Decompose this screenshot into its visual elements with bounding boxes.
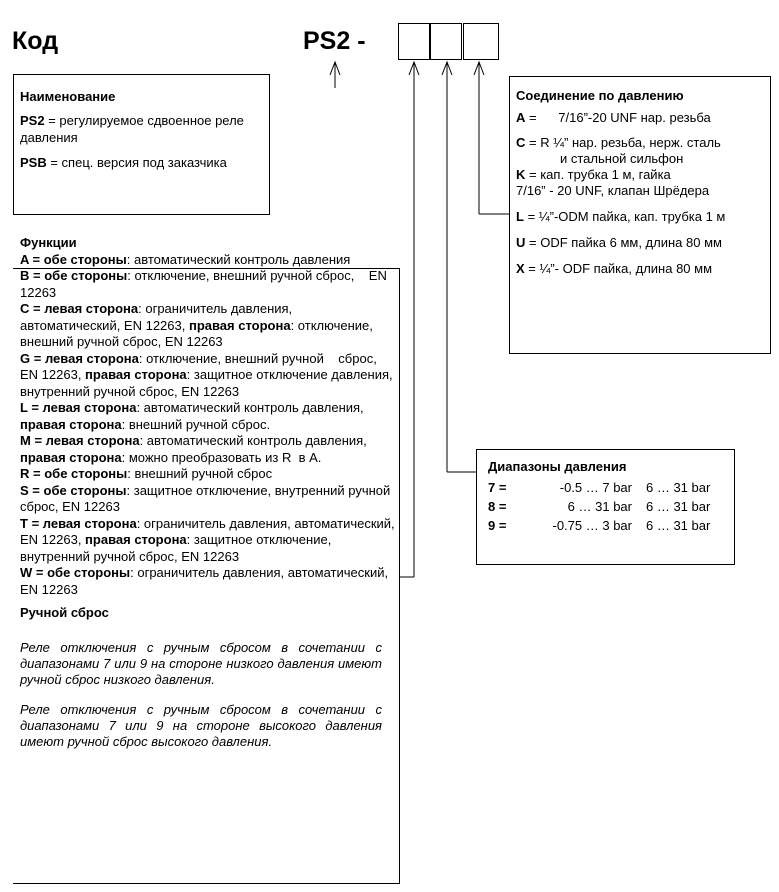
name-box [13, 74, 270, 215]
manual-reset-title: Ручной сброс [20, 605, 109, 620]
function-item: W = обе стороны: ограничитель давления, автоматический, EN 12263 [20, 565, 389, 597]
function-item: R = обе стороны: внешний ручной сброс [20, 466, 273, 481]
conn-item-c-cont: и стальной сильфон [560, 151, 684, 166]
conn-item-x: X = ¼”- ODF пайка, длина 80 мм [516, 261, 713, 276]
function-item: S = обе стороны: защитное отключение, внутренний ручной сброс, EN 12263 [20, 482, 391, 514]
function-item: A = обе стороны: автоматический контроль давления [20, 251, 351, 267]
manual-reset-paragraph: Реле отключения с ручным сбросом в сочетании с диапазонами 7 или 9 на стороне низкого давления имеют ручной сброс низкого давления. [20, 639, 382, 687]
pressure-row: 9 = -0.75 … 3 bar 6 … 31 bar [488, 518, 711, 533]
conn-item-k-cont: 7/16” - 20 UNF, клапан Шрёдера [516, 183, 710, 198]
manual-reset-paragraph: Реле отключения с ручным сбросом в сочетании с диапазонами 7 или 9 на стороне высокого давления имеют ручной сброс высокого давления. [20, 701, 382, 749]
pressure-title: Диапазоны давления [488, 459, 627, 474]
pressure-row: 8 = 6 … 31 bar 6 … 31 bar [488, 499, 711, 514]
pressure-table [488, 478, 728, 535]
connection-title: Соединение по давлению [516, 88, 684, 103]
function-item: M = левая сторона: автоматический контроль давления, правая сторона: можно преобразовать из R в A. [20, 433, 371, 465]
code-label: Код [12, 27, 59, 55]
name-item-psb: PSB = спец. версия под заказчика [20, 155, 227, 170]
name-box-title: Наименование [20, 89, 116, 104]
function-item: B = обе стороны: отключение, внешний ручной сброс, EN 12263 [20, 268, 391, 300]
connection-box [509, 76, 771, 354]
pressure-row: 7 = -0.5 … 7 bar 6 … 31 bar [488, 480, 711, 495]
function-item: L = левая сторона: автоматический контроль давления, правая сторона: внешний ручной сброс. [20, 400, 364, 432]
conn-item-l: L = ¼”-ODM пайка, кап. трубка 1 м [516, 209, 726, 224]
conn-item-c: C = R ¼” нар. резьба, нерж. сталь [516, 135, 721, 150]
conn-item-u: U = ODF пайка 6 мм, длина 80 мм [516, 235, 722, 250]
code-prefix: PS2 - [303, 27, 366, 55]
function-item: T = левая сторона: ограничитель давления, автоматический, EN 12263, правая сторона: защитное отключение, внутренний ручной сброс, EN 12263 [20, 515, 395, 564]
conn-item-k: K = кап. трубка 1 м, гайка [516, 167, 671, 182]
function-item: G = левая сторона: отключение, внешний ручной сброс, EN 12263, правая сторона: защитное отключение давления, внутренний ручной сброс, EN 12263 [20, 350, 397, 399]
name-item-ps2: PS2 = регулируемое сдвоенное реле давления [20, 113, 244, 145]
conn-item-a: A = 7/16”-20 UNF нар. резьба [516, 110, 711, 125]
functions-section [20, 235, 395, 750]
function-item: C = левая сторона: ограничитель давления, автоматический, EN 12263, правая сторона: отключение, внешний ручной сброс, EN 12263 [20, 301, 373, 349]
functions-title: Функции [20, 235, 77, 250]
pressure-box [476, 449, 735, 565]
